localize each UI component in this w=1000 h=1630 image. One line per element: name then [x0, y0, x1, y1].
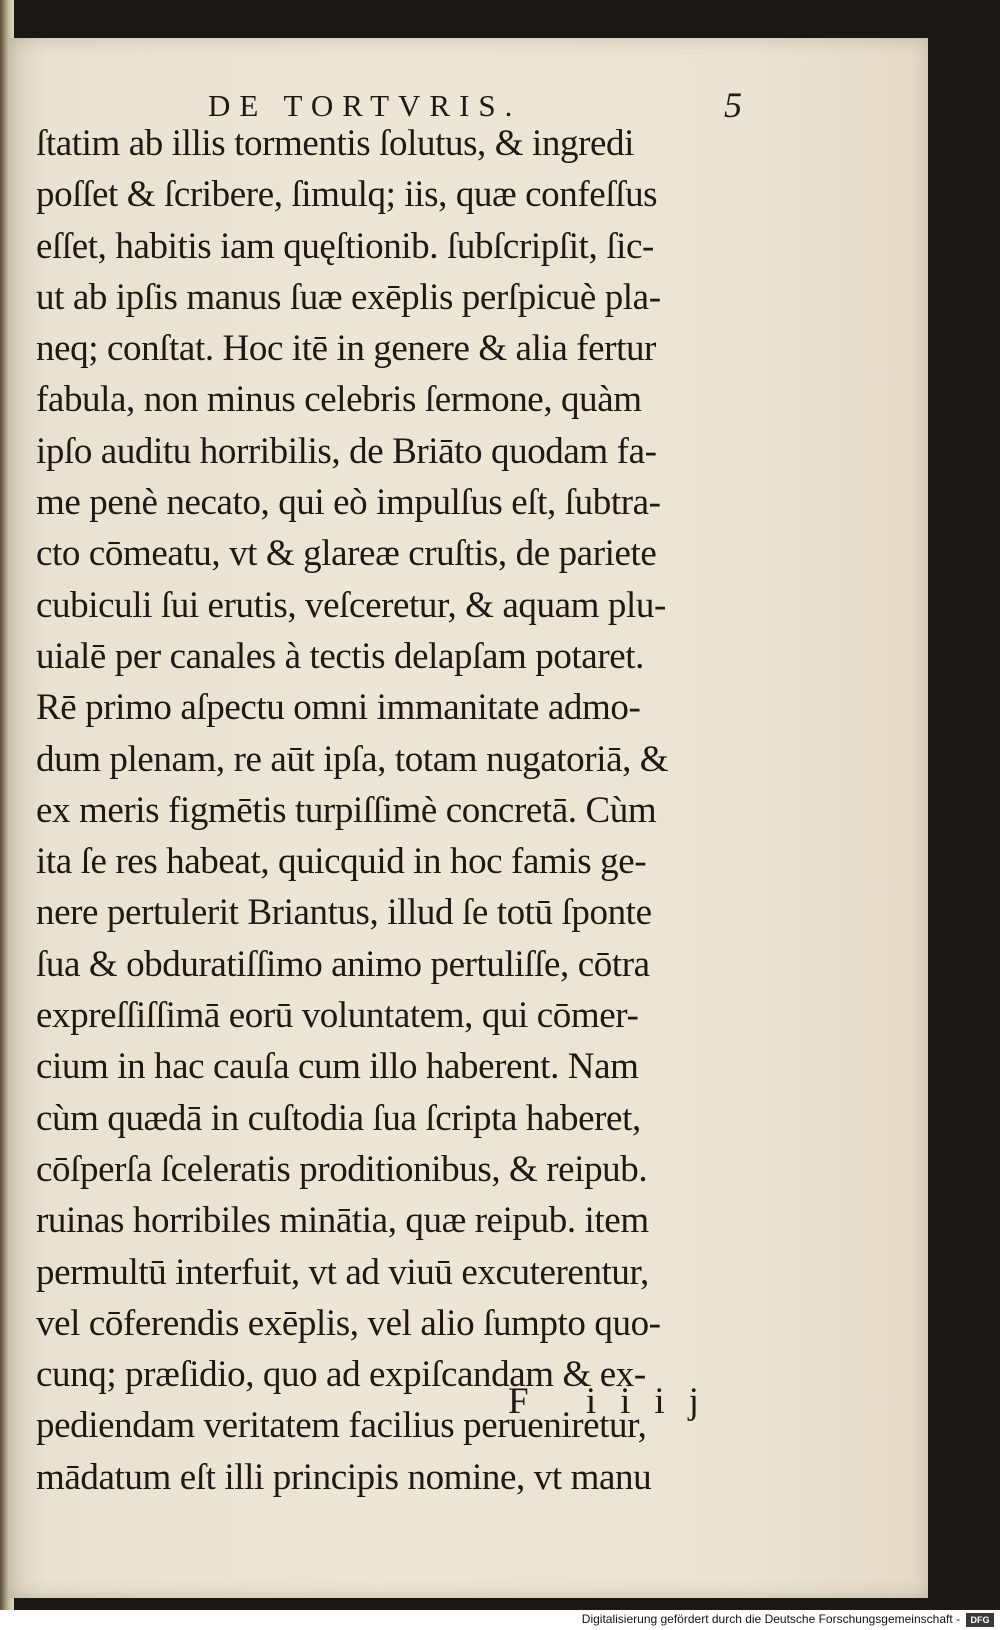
running-title: DE TORTVRIS. [208, 88, 522, 123]
text-line: vel cōferendis exēplis, vel alio ſumpto quo- [36, 1302, 661, 1344]
text-line: cōſperſa ſceleratis proditionibus, & reipub. [36, 1148, 648, 1190]
text-line: cto cōmeatu, vt & glareæ cruſtis, de pariete [36, 533, 657, 575]
text-line: mādatum eſt illi principis nomine, vt manu [36, 1456, 652, 1498]
text-line: neq; conſtat. Hoc itē in genere & alia fertur [36, 328, 656, 370]
text-line: ſua & obduratiſſimo animo pertuliſſe, cōtra [36, 943, 650, 985]
text-line: cùm quædā in cuſtodia ſua ſcripta haberet, [36, 1097, 641, 1139]
text-line: ita ſe res habeat, quicquid in hoc famis ge- [36, 841, 647, 883]
text-line: uialē per canales à tectis delapſam potaret. [36, 635, 645, 677]
signature-mark: F iiij [508, 1381, 723, 1422]
text-line: expreſſiſſimā eorū voluntatem, qui cōmer- [36, 995, 639, 1037]
text-line: fabula, non minus celebris ſermone, quàm [36, 379, 642, 421]
text-line: ſtatim ab illis tormentis ſolutus, & ingredi [36, 123, 634, 164]
text-line: ut ab ipſis manus ſuæ exēplis perſpicuè pla- [36, 276, 661, 318]
text-line: poſſet & ſcribere, ſimulq; iis, quæ confeſſus [36, 174, 658, 216]
text-line: permultū interfuit, vt ad viuū excuterentur, [36, 1251, 649, 1293]
page-footer [36, 1380, 756, 1428]
funding-credit: Digitalisierung gefördert durch die Deutsche Forschungsgemeinschaft - [581, 1612, 960, 1626]
text-line: ruinas horribiles minātia, quæ reipub. item [36, 1200, 649, 1242]
text-line: dum plenam, re aūt ipſa, totam nugatoriā, & [36, 738, 669, 780]
text-line: ipſo auditu horribilis, de Briāto quodam fa- [36, 430, 657, 472]
text-line: cium in hac cauſa cum illo haberent. Nam [36, 1046, 639, 1088]
text-line: pediendam veritatem facilius perueniretur, [36, 1405, 647, 1447]
text-line: Rē primo aſpectu omni immanitate admo- [36, 687, 641, 729]
page-number: 5 [724, 85, 742, 125]
text-line: cubiculi ſui erutis, veſceretur, & aquam plu- [36, 584, 666, 626]
text-line: nere pertulerit Briantus, illud ſe totū ſponte [36, 892, 652, 934]
text-line: ex meris figmētis turpiſſimè concretā. Cùm [36, 789, 657, 831]
text-line: eſſet, habitis iam quęſtionib. ſubſcripſit, ſic- [36, 225, 654, 267]
credit-bar [0, 1610, 1000, 1630]
text-line: me penè necato, qui eò impulſus eſt, ſubtra- [36, 482, 661, 524]
text-line: cunq; præſidio, quo ad expiſcandam & ex- [36, 1354, 646, 1396]
body-text [36, 118, 756, 1503]
dfg-logo: DFG [966, 1613, 994, 1627]
